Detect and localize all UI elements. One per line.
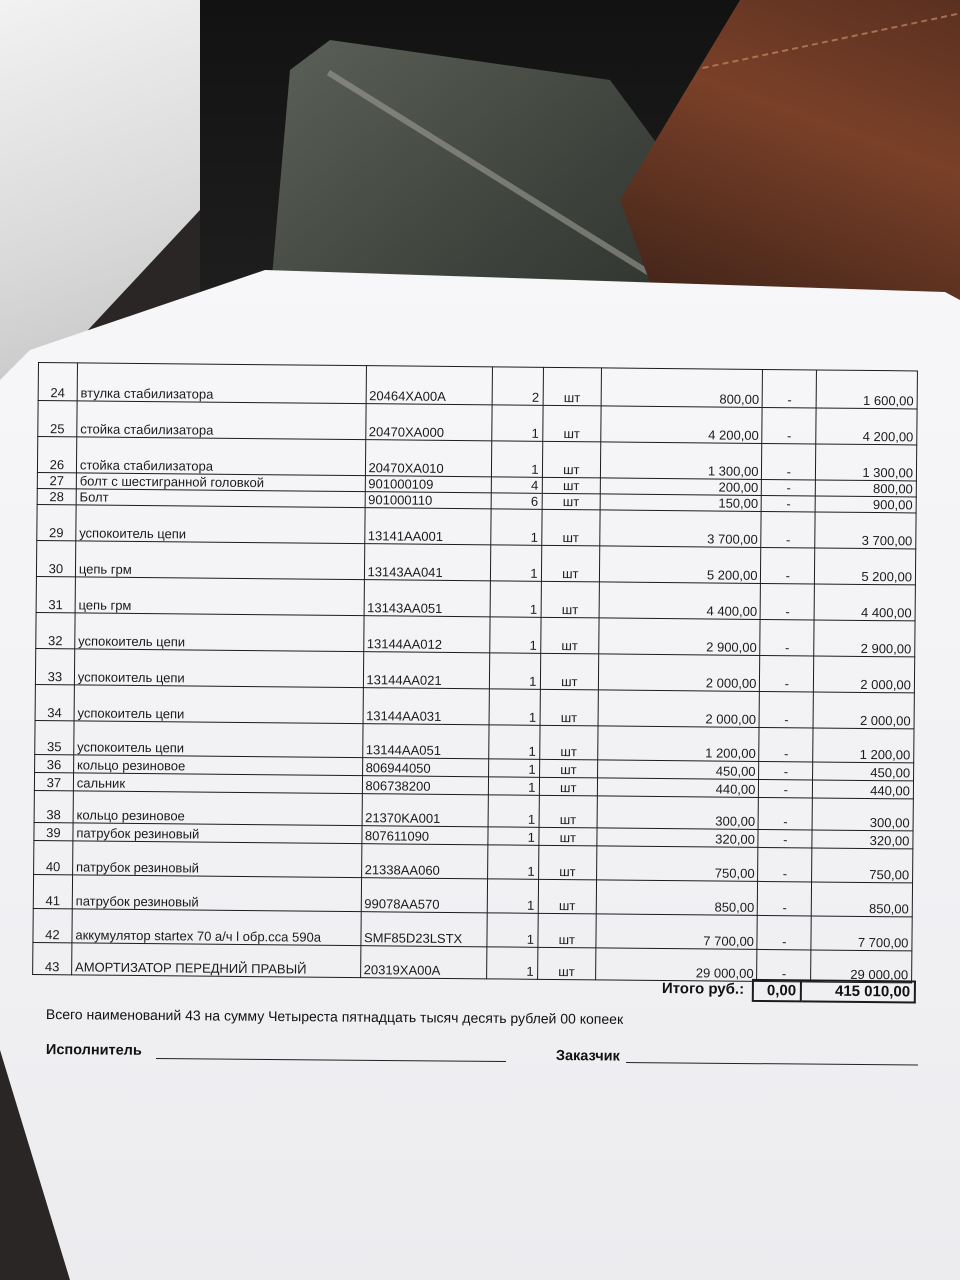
cell-code: 13144AA051 [362,724,489,759]
cell-price: 4 200,00 [601,406,763,444]
cell-code: 20319XA00A [360,946,487,979]
cell-price: 29 000,00 [596,948,758,982]
cell-discount: - [762,495,816,512]
cell-code: 13141AA001 [364,508,491,545]
cell-code: 21370KA001 [362,794,489,827]
cell-num: 40 [34,840,73,874]
cell-name: успокоитель цепи [74,685,363,724]
cell-discount: - [760,655,814,692]
cell-sum: 2 000,00 [813,692,914,729]
cell-name: сальник [73,773,362,794]
cell-qty: 1 [487,879,538,913]
cell-unit: шт [542,441,601,478]
cell-num: 26 [37,437,76,473]
cell-price: 440,00 [598,778,759,798]
cell-discount: - [763,369,817,408]
cell-sum: 320,00 [812,830,913,849]
cell-discount: - [762,443,816,480]
executor-label: Исполнитель [45,1042,142,1059]
cell-price: 800,00 [601,368,763,408]
cell-sum: 2 000,00 [814,656,915,693]
cell-price: 300,00 [597,796,759,830]
cell-qty: 1 [490,545,541,581]
cell-qty: 1 [492,405,543,441]
cell-num: 33 [35,648,74,684]
cell-name: стойка стабилизатора [77,401,366,440]
cell-sum: 750,00 [812,848,913,883]
cell-num: 39 [34,822,73,840]
cell-num: 42 [33,908,72,942]
cell-name: патрубок резиновый [73,823,362,844]
cell-name: АМОРТИЗАТОР ПЕРЕДНИЙ ПРАВЫЙ [71,943,360,978]
cell-num: 37 [34,772,73,790]
cell-code: 13143AA051 [364,580,491,617]
cell-qty: 1 [487,913,538,947]
cell-qty: 1 [491,509,542,545]
customer-label: Заказчик [555,1048,620,1065]
cell-price: 7 700,00 [596,914,758,950]
cell-unit: шт [539,759,598,778]
cell-unit: шт [540,689,599,726]
cell-name: успокоитель цепи [76,505,365,544]
cell-discount: - [758,847,812,882]
cell-sum: 7 700,00 [811,916,912,951]
cell-discount: - [759,727,813,762]
summary-text: Всего наименований 43 на сумму Четыреста пятнадцать тысяч десять рублей 00 копеек [45,1006,624,1028]
cell-discount: - [762,407,816,444]
cell-code: 806738200 [362,776,489,795]
cell-num: 43 [33,942,72,974]
cell-code: 807611090 [361,826,488,845]
cell-name: успокоитель цепи [74,649,363,688]
cell-num: 25 [38,401,77,437]
totals-label: Итого руб.: [661,980,745,998]
cell-name: кольцо резиновое [73,791,362,826]
cell-num: 41 [33,874,72,908]
cell-qty: 1 [489,725,540,759]
cell-num: 38 [34,790,73,822]
cell-qty: 1 [488,827,539,845]
cell-unit: шт [542,477,601,494]
cell-unit: шт [540,617,599,654]
totals-discount: 0,00 [752,979,802,1002]
cell-discount: - [759,761,813,780]
cell-sum: 440,00 [813,780,914,799]
cell-qty: 4 [491,477,542,493]
cell-qty: 1 [487,845,538,879]
cell-code: 13143AA041 [364,544,491,581]
cell-qty: 1 [488,795,539,827]
cell-unit: шт [542,493,601,510]
cell-qty: 2 [492,367,543,405]
cell-discount: - [762,479,816,496]
cell-sum: 2 900,00 [814,620,915,657]
cell-name: втулка стабилизатора [77,363,366,404]
cell-name: цепь грм [75,541,364,580]
cell-name: Болт [76,489,365,508]
cell-code: 901000110 [365,492,492,509]
cell-price: 3 700,00 [600,510,762,548]
cell-name: патрубок резиновый [72,875,361,912]
cell-name: успокоитель цепи [74,721,363,758]
cell-code: 20470XA000 [365,404,492,441]
cell-sum: 1 600,00 [816,370,917,409]
cell-unit: шт [540,653,599,690]
cell-discount: - [757,915,811,950]
cell-price: 850,00 [596,880,758,916]
invoice-table-body [33,363,918,983]
cell-sum: 5 200,00 [815,548,916,585]
cell-unit: шт [539,795,598,828]
cell-discount: - [761,511,815,548]
cell-unit: шт [539,725,598,760]
cell-sum: 4 400,00 [814,584,915,621]
cell-code: 806944050 [362,758,489,777]
cell-price: 200,00 [600,478,761,496]
totals-sum: 415 010,00 [802,979,916,1003]
cell-unit: шт [541,581,600,618]
cell-unit: шт [541,545,600,582]
cell-price: 150,00 [600,494,761,512]
cell-discount: - [759,797,813,830]
cell-name: успокоитель цепи [75,613,364,652]
cell-discount: - [758,881,812,916]
cell-code: 21338AA060 [361,844,488,879]
cell-num: 36 [35,754,74,772]
cell-unit: шт [541,509,600,546]
cell-price: 2 000,00 [599,654,761,692]
cell-sum: 900,00 [815,496,916,513]
cell-name: цепь грм [75,577,364,616]
cell-code: 13144AA012 [363,616,490,653]
cell-num: 32 [36,612,75,648]
cell-sum: 850,00 [812,882,913,917]
cell-num: 31 [36,576,75,612]
cell-name: стойка стабилизатора [76,437,365,476]
cell-price: 1 200,00 [598,726,760,762]
cell-price: 4 400,00 [599,582,761,620]
cell-unit: шт [538,845,597,880]
cell-sum: 3 700,00 [815,512,916,549]
cell-qty: 1 [490,581,541,617]
cell-qty: 6 [491,493,542,509]
cell-code: 13144AA021 [363,652,490,689]
cell-name: кольцо резиновое [73,755,362,776]
cell-unit: шт [539,777,598,796]
cell-num: 30 [36,540,75,576]
cell-code: SMF85D23LSTX [360,912,487,947]
cell-sum: 29 000,00 [811,950,912,983]
cell-qty: 1 [490,617,541,653]
cell-code: 20470XA010 [365,440,492,477]
cell-qty: 1 [491,441,542,477]
cell-code: 13144AA031 [363,688,490,725]
cell-qty: 1 [488,777,539,795]
cell-unit: шт [537,947,596,980]
cell-unit: шт [537,913,596,948]
cell-name: аккумулятор startex 70 а/ч l обр.сса 590а [72,909,361,946]
cell-code: 901000109 [365,476,492,493]
cell-price: 450,00 [598,760,759,780]
cell-num: 24 [38,363,77,401]
cell-code: 20464XA00A [366,366,493,405]
cell-qty: 1 [487,947,538,979]
cell-price: 2 900,00 [599,618,761,656]
cell-sum: 300,00 [812,798,913,831]
cell-name: патрубок резиновый [72,841,361,878]
cell-discount: - [759,779,813,798]
cell-num: 28 [37,488,76,504]
cell-num: 35 [35,720,74,754]
cell-sum: 1 200,00 [813,728,914,763]
cell-code: 99078AA570 [361,878,488,913]
cell-name: болт с шестигранной головкой [76,473,365,492]
cell-unit: шт [543,367,602,406]
cell-qty: 1 [488,759,539,777]
cell-discount: - [761,547,815,584]
cell-unit: шт [542,405,601,442]
cell-discount: - [760,619,814,656]
totals-row [656,978,916,1003]
cell-discount: - [761,583,815,620]
cell-qty: 1 [489,653,540,689]
cell-price: 2 000,00 [598,690,760,728]
cell-unit: шт [538,879,597,914]
cell-discount: - [758,829,812,848]
cell-sum: 450,00 [813,762,914,781]
cell-sum: 800,00 [816,480,917,497]
cell-sum: 1 300,00 [816,444,917,481]
cell-sum: 4 200,00 [816,408,917,445]
cell-discount: - [760,691,814,728]
cell-qty: 1 [489,689,540,725]
cell-price: 1 300,00 [601,442,763,480]
cell-discount: - [757,949,811,982]
invoice-table [32,362,918,983]
cell-price: 5 200,00 [600,546,762,584]
cell-num: 34 [35,684,74,720]
cell-num: 29 [37,504,76,540]
cell-unit: шт [538,827,597,846]
cell-price: 320,00 [597,828,758,848]
cell-price: 750,00 [597,846,759,882]
cell-num: 27 [37,472,76,488]
